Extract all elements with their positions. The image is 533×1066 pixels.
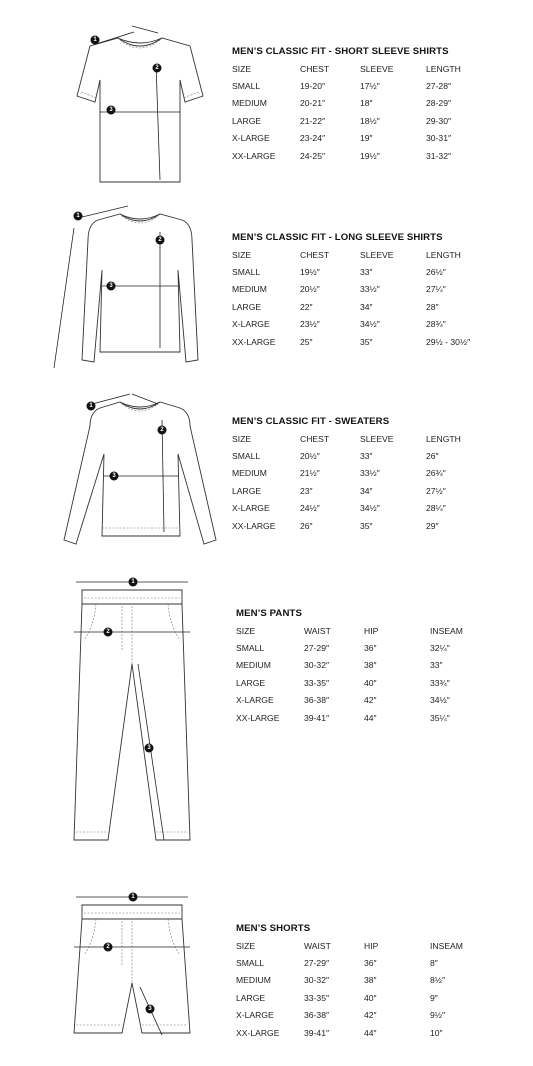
marker-1 [91, 36, 100, 45]
table-row [232, 147, 486, 164]
table-row [232, 95, 486, 112]
cell: 26½″ [426, 267, 446, 278]
cell: XX-LARGE [232, 150, 276, 161]
cell: MEDIUM [232, 98, 267, 109]
marker-1 [129, 578, 138, 587]
cell: 18″ [360, 98, 373, 109]
cell: 19″ [360, 133, 373, 144]
cell: 27-29″ [304, 958, 330, 969]
svg-text:3: 3 [148, 1006, 152, 1012]
column-header: CHEST [300, 249, 330, 260]
table-row [236, 692, 490, 709]
marker-1 [87, 402, 96, 411]
cell: MEDIUM [236, 975, 271, 986]
cell: X-LARGE [232, 503, 270, 514]
cell: 34½″ [360, 319, 380, 330]
table-header [232, 430, 486, 447]
marker-3 [145, 744, 154, 753]
column-header: SLEEVE [360, 63, 394, 74]
table-row [232, 263, 486, 280]
column-header: SIZE [232, 63, 252, 74]
svg-text:2: 2 [106, 944, 110, 950]
table-row [232, 316, 486, 333]
sweater-illustration [40, 390, 220, 555]
cell: 33-35″ [304, 677, 330, 688]
column-header: WAIST [304, 940, 331, 951]
cell: X-LARGE [236, 1010, 274, 1021]
table-title: MEN’S SHORTS [236, 923, 311, 934]
cell: 40″ [364, 677, 377, 688]
marker-3 [107, 282, 116, 291]
table-row [232, 447, 486, 464]
column-header: INSEAM [430, 940, 463, 951]
table-row [232, 465, 486, 482]
cell: XX-LARGE [236, 712, 280, 723]
marker-3 [107, 106, 116, 115]
column-header: SIZE [232, 249, 252, 260]
cell: 8″ [430, 958, 438, 969]
cell: XX-LARGE [232, 520, 276, 531]
table-row [236, 674, 490, 691]
cell: 27¼″ [426, 284, 446, 295]
cell: 10″ [430, 1027, 443, 1038]
cell: MEDIUM [236, 660, 271, 671]
table-header [232, 60, 486, 77]
cell: 22″ [300, 301, 313, 312]
tshirt-illustration [40, 10, 220, 195]
cell: 28-29″ [426, 98, 452, 109]
table-row [232, 500, 486, 517]
column-header: WAIST [304, 625, 331, 636]
cell: 21-22″ [300, 115, 326, 126]
cell: 36″ [364, 958, 377, 969]
cell: X-LARGE [236, 695, 274, 706]
table-row [236, 972, 490, 989]
svg-text:1: 1 [131, 894, 135, 900]
cell: 34″ [360, 485, 373, 496]
long-sleeve-shirt-illustration [40, 200, 220, 380]
svg-text:2: 2 [158, 237, 162, 243]
cell: 24½″ [300, 503, 320, 514]
cell: 38″ [364, 975, 377, 986]
cell: 42″ [364, 1010, 377, 1021]
column-header: HIP [364, 940, 379, 951]
cell: XX-LARGE [236, 1027, 280, 1038]
cell: 33″ [360, 451, 373, 462]
svg-text:1: 1 [93, 37, 97, 43]
cell: 27-28″ [426, 81, 452, 92]
marker-2 [156, 236, 165, 245]
marker-3 [110, 472, 119, 481]
table-header [232, 246, 486, 263]
marker-2 [158, 426, 167, 435]
cell: 32¼″ [430, 643, 450, 654]
table-title: MEN’S CLASSIC FIT - LONG SLEEVE SHIRTS [232, 232, 443, 243]
table-row [232, 77, 486, 94]
column-header: SLEEVE [360, 433, 394, 444]
cell: 36-38″ [304, 695, 330, 706]
cell: 19½″ [360, 150, 380, 161]
marker-1 [74, 212, 83, 221]
column-header: LENGTH [426, 249, 461, 260]
table-row [232, 130, 486, 147]
cell: 27-29″ [304, 643, 330, 654]
table-row [232, 281, 486, 298]
section-short-sleeve [0, 0, 533, 200]
svg-text:3: 3 [109, 107, 113, 113]
cell: 34″ [360, 301, 373, 312]
cell: SMALL [232, 451, 261, 462]
table-row [232, 517, 486, 534]
section-shorts [0, 885, 533, 1060]
table-long-sleeve [232, 232, 486, 350]
table-row [236, 639, 490, 656]
cell: 28¾″ [426, 319, 446, 330]
table-header [236, 622, 490, 639]
column-header: HIP [364, 625, 379, 636]
svg-text:2: 2 [155, 65, 159, 71]
table-title: MEN’S PANTS [236, 608, 302, 619]
column-header: LENGTH [426, 63, 461, 74]
cell: 39-41″ [304, 712, 330, 723]
cell: SMALL [236, 958, 265, 969]
cell: 23-24″ [300, 133, 326, 144]
cell: 35¼″ [430, 712, 450, 723]
section-sweaters [0, 390, 533, 560]
column-header: CHEST [300, 433, 330, 444]
section-long-sleeve [0, 200, 533, 390]
cell: SMALL [232, 267, 261, 278]
marker-3 [146, 1005, 155, 1014]
cell: 44″ [364, 712, 377, 723]
svg-text:3: 3 [147, 745, 151, 751]
cell: 20-21″ [300, 98, 326, 109]
cell: 34½″ [360, 503, 380, 514]
cell: LARGE [232, 115, 262, 126]
cell: 21½″ [300, 468, 320, 479]
marker-2 [104, 628, 113, 637]
table-row [232, 298, 486, 315]
shorts-illustration [60, 885, 210, 1055]
cell: 17½″ [360, 81, 380, 92]
cell: MEDIUM [232, 284, 267, 295]
cell: 33½″ [360, 468, 380, 479]
svg-text:1: 1 [131, 579, 135, 585]
cell: SMALL [232, 81, 261, 92]
column-header: CHEST [300, 63, 330, 74]
marker-2 [153, 64, 162, 73]
cell: 29-30″ [426, 115, 452, 126]
cell: 39-41″ [304, 1027, 330, 1038]
cell: 23½″ [300, 319, 320, 330]
cell: LARGE [236, 992, 266, 1003]
table-shorts [236, 923, 490, 1041]
cell: XX-LARGE [232, 336, 276, 347]
column-header: LENGTH [426, 433, 461, 444]
cell: 9½″ [430, 1010, 445, 1021]
cell: 20½″ [300, 284, 320, 295]
cell: 25″ [300, 336, 313, 347]
table-row [232, 333, 486, 350]
marker-2 [104, 943, 113, 952]
table-row [236, 709, 490, 726]
cell: 8½″ [430, 975, 445, 986]
cell: 35″ [360, 520, 373, 531]
cell: 35″ [360, 336, 373, 347]
cell: 19-20″ [300, 81, 326, 92]
cell: LARGE [232, 301, 262, 312]
column-header: SIZE [236, 625, 256, 636]
column-header: INSEAM [430, 625, 463, 636]
cell: MEDIUM [232, 468, 267, 479]
cell: X-LARGE [232, 319, 270, 330]
svg-text:1: 1 [89, 403, 93, 409]
svg-text:3: 3 [112, 473, 116, 479]
cell: 28¼″ [426, 503, 446, 514]
table-title: MEN’S CLASSIC FIT - SHORT SLEEVE SHIRTS [232, 46, 449, 57]
cell: 44″ [364, 1027, 377, 1038]
cell: 26″ [300, 520, 313, 531]
cell: 9″ [430, 992, 438, 1003]
table-row [232, 482, 486, 499]
cell: 33¾″ [430, 677, 450, 688]
cell: 33½″ [360, 284, 380, 295]
table-pants [236, 608, 490, 726]
svg-text:3: 3 [109, 283, 113, 289]
table-short-sleeve [232, 46, 486, 164]
cell: 38″ [364, 660, 377, 671]
cell: SMALL [236, 643, 265, 654]
cell: LARGE [232, 485, 262, 496]
svg-text:2: 2 [106, 629, 110, 635]
table-row [236, 657, 490, 674]
cell: 34½″ [430, 695, 450, 706]
cell: 27½″ [426, 485, 446, 496]
table-row [236, 1007, 490, 1024]
table-row [236, 1024, 490, 1041]
cell: 33″ [360, 267, 373, 278]
table-row [236, 989, 490, 1006]
table-row [232, 112, 486, 129]
table-title: MEN’S CLASSIC FIT - SWEATERS [232, 416, 390, 427]
cell: 18½″ [360, 115, 380, 126]
svg-text:2: 2 [160, 427, 164, 433]
cell: X-LARGE [232, 133, 270, 144]
cell: 28″ [426, 301, 439, 312]
cell: 36-38″ [304, 1010, 330, 1021]
cell: 42″ [364, 695, 377, 706]
cell: 30-32″ [304, 660, 330, 671]
cell: 33-35″ [304, 992, 330, 1003]
section-pants [0, 570, 533, 860]
svg-text:1: 1 [76, 213, 80, 219]
cell: LARGE [236, 677, 266, 688]
column-header: SLEEVE [360, 249, 394, 260]
cell: 26¾″ [426, 468, 446, 479]
cell: 26″ [426, 451, 439, 462]
cell: 33″ [430, 660, 443, 671]
table-row [236, 954, 490, 971]
cell: 19½″ [300, 267, 320, 278]
column-header: SIZE [232, 433, 252, 444]
marker-1 [129, 893, 138, 902]
cell: 31-32″ [426, 150, 452, 161]
cell: 29″ [426, 520, 439, 531]
cell: 36″ [364, 643, 377, 654]
table-header [236, 937, 490, 954]
table-sweaters [232, 416, 486, 534]
cell: 29½ - 30½″ [426, 336, 471, 347]
cell: 23″ [300, 485, 313, 496]
cell: 20½″ [300, 451, 320, 462]
cell: 24-25″ [300, 150, 326, 161]
pants-illustration [60, 570, 210, 855]
cell: 30-31″ [426, 133, 452, 144]
cell: 30-32″ [304, 975, 330, 986]
column-header: SIZE [236, 940, 256, 951]
cell: 40″ [364, 992, 377, 1003]
